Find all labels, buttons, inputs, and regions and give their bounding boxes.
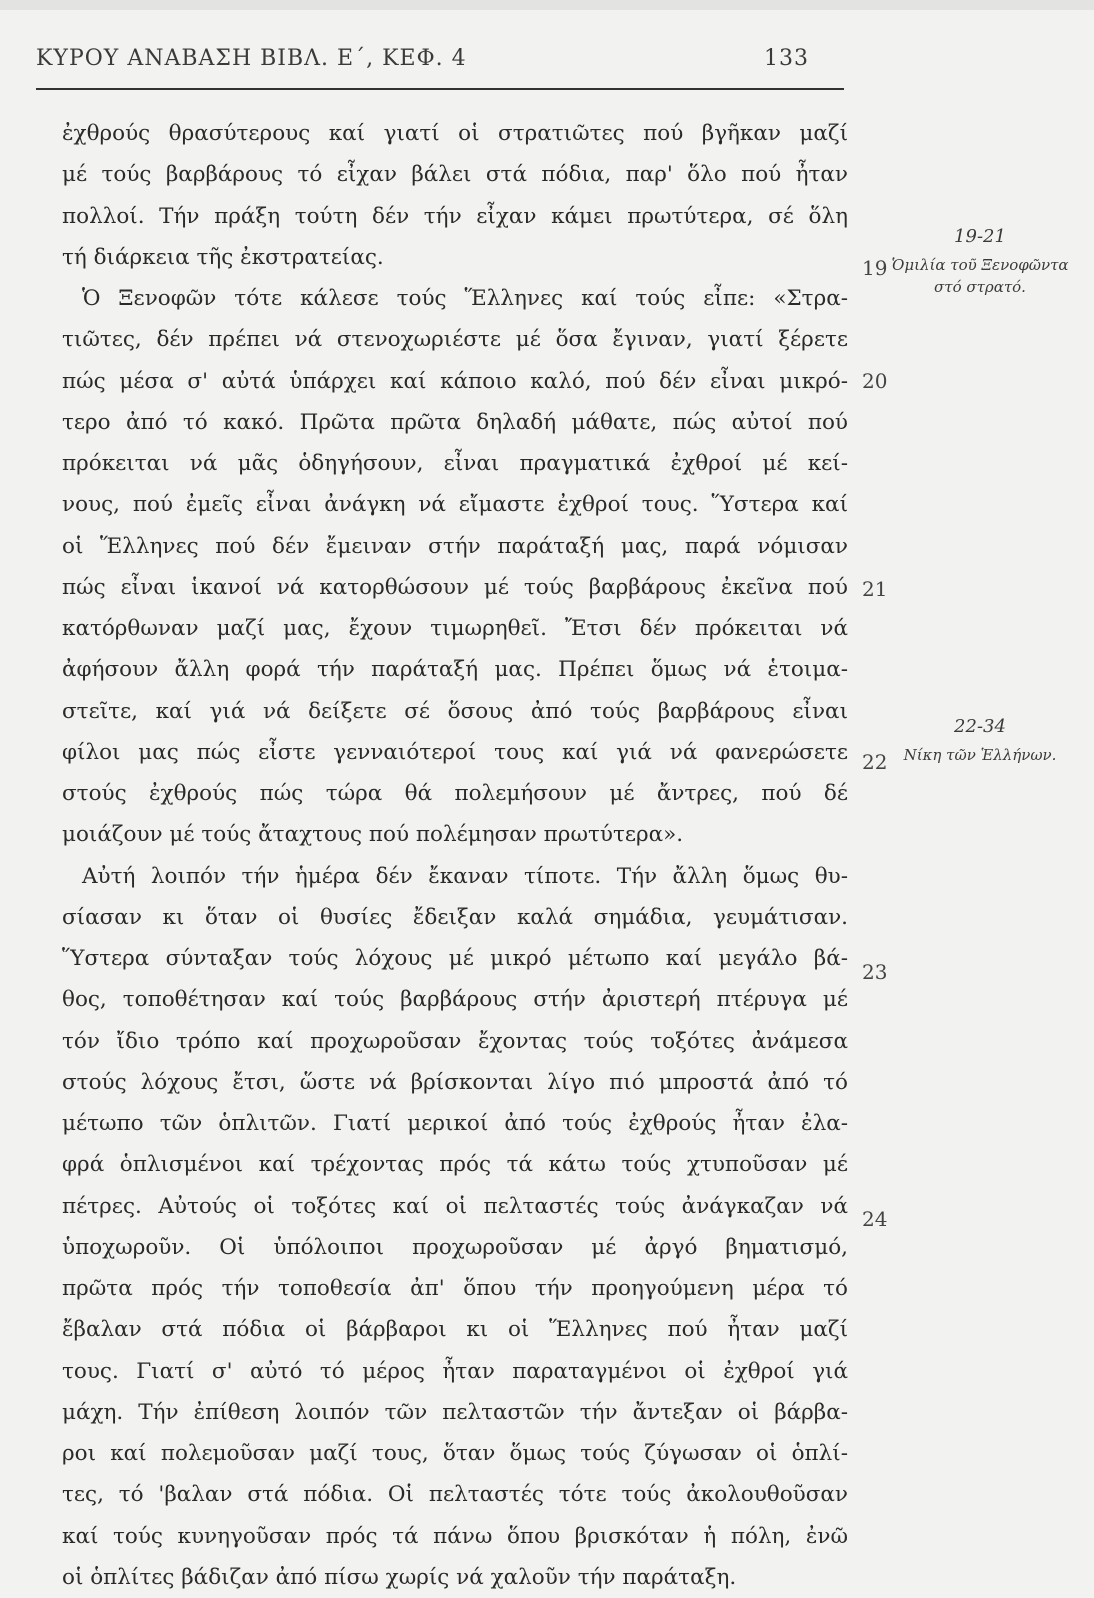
text-line: στούς λόχους ἔτσι, ὥστε νά βρίσκονται λίγο πιό μπροστά ἀπό τό <box>62 1069 848 1095</box>
text-line: φίλοι μας πώς εἶστε γενναιότεροί τους καί γιά νά φανερώσετε <box>62 739 848 765</box>
text-line: ἔβαλαν στά πόδια οἱ βάρβαροι κι οἱ Ἕλληνες πού ἦταν μαζί <box>62 1317 848 1343</box>
text-line: μοιάζουν μέ τούς ἄταχτους πού πολέμησαν πρωτύτερα». <box>62 822 684 848</box>
text-line: ἐχθρούς θρασύτερους καί γιατί οἱ στρατιῶτες πού βγῆκαν μαζί <box>62 121 848 146</box>
text-line: πρῶτα πρός τήν τοποθεσία ἀπ' ὅπου τήν προηγούμενη μέρα τό <box>62 1276 848 1301</box>
text-line: τιῶτες, δέν πρέπει νά στενοχωριέστε μέ ὅσα ἔγιναν, γιατί ξέρετε <box>62 327 848 353</box>
text-line: μέτωπο τῶν ὁπλιτῶν. Γιατί μερικοί ἀπό τούς ἐχθρούς ἦταν ἐλα- <box>62 1111 848 1136</box>
text-line: τόν ἴδιο τρόπο καί προχωροῦσαν ἔχοντας τούς τοξότες ἀνάμεσα <box>62 1028 848 1054</box>
text-line: ὑποχωροῦν. Οἱ ὑπόλοιποι προχωροῦσαν μέ ἀργό βηματισμό, <box>62 1234 848 1260</box>
verse-number: 19 <box>862 256 888 280</box>
text-line: νους, πού ἐμεῖς εἶναι ἀνάγκη νά εἴμαστε ἐχθροί τους. Ὕστερα καί <box>62 492 848 518</box>
header-rule <box>36 88 844 90</box>
text-line: σίασαν κι ὅταν οἱ θυσίες ἔδειξαν καλά σημάδια, γευμάτισαν. <box>62 904 848 930</box>
text-line: Ὕστερα σύνταξαν τούς λόχους μέ μικρό μέτωπο καί μεγάλο βά- <box>62 946 848 971</box>
text-line: πώς εἶναι ἱκανοί νά κατορθώσουν μέ τούς βαρβάρους ἐκεῖνα πού <box>62 574 848 600</box>
scan-top-edge <box>0 0 1094 10</box>
margin-note-range: 19-21 <box>954 226 1006 247</box>
text-line: τους. Γιατί σ' αὐτό τό μέρος ἦταν παραταγμένοι οἱ ἐχθροί γιά <box>62 1358 848 1384</box>
text-line: φρά ὁπλισμένοι καί τρέχοντας πρός τά κάτω τούς χτυποῦσαν μέ <box>62 1152 848 1178</box>
text-line: ἀφήσουν ἄλλη φορά τήν παράταξή μας. Πρέπει ὅμως νά ἑτοιμα- <box>62 657 848 683</box>
verse-number: 22 <box>862 750 888 774</box>
text-line: Αὐτή λοιπόν τήν ἡμέρα δέν ἔκαναν τίποτε. Τήν ἄλλη ὅμως θυ- <box>82 863 848 889</box>
text-line: πρόκειται νά μᾶς ὁδηγήσουν, εἶναι πραγματικά ἐχθροί μέ κεί- <box>62 451 848 476</box>
verse-number: 24 <box>862 1207 888 1231</box>
text-line: πολλοί. Τήν πράξη τούτη δέν τήν εἶχαν κάμει πρωτύτερα, σέ ὅλη <box>62 203 848 229</box>
body-text <box>62 113 848 1598</box>
text-line: Ὁ Ξενοφῶν τότε κάλεσε τούς Ἕλληνες καί τούς εἶπε: «Στρα- <box>82 286 848 311</box>
margin-note-range: 22-34 <box>954 716 1006 737</box>
text-line: τή διάρκεια τῆς ἐκστρατείας. <box>62 244 384 270</box>
running-head: ΚΥΡΟΥ ΑΝΑΒΑΣΗ ΒΙΒΛ. Ε΄, ΚΕΦ. 4 <box>36 46 467 71</box>
text-line: θος, τοποθέτησαν καί τούς βαρβάρους στήν ἀριστερή πτέρυγα μέ <box>62 987 848 1013</box>
verse-number: 23 <box>862 960 888 984</box>
text-line: στεῖτε, καί γιά νά δείξετε σέ ὅσους ἀπό τούς βαρβάρους εἶναι <box>62 698 848 724</box>
margin-note-text: Ὁμιλία τοῦ Ξενοφῶντα στό στρατό. <box>891 256 1069 296</box>
page-number: 133 <box>764 46 809 71</box>
margin-note <box>880 716 1080 766</box>
verse-number: 21 <box>862 577 888 601</box>
text-line: πώς μέσα σ' αὐτά ὑπάρχει καί κάποιο καλό, πού δέν εἶναι μικρό- <box>62 368 848 394</box>
text-line: στούς ἐχθρούς πώς τώρα θά πολεμήσουν μέ ἄντρες, πού δέ <box>62 781 848 806</box>
text-line: οἱ Ἕλληνες πού δέν ἔμειναν στήν παράταξή μας, παρά νόμισαν <box>62 533 848 559</box>
text-line: μέ τούς βαρβάρους τό εἶχαν βάλει στά πόδια, παρ' ὅλο πού ἦταν <box>62 162 848 188</box>
verse-number: 20 <box>862 369 888 393</box>
text-line: καί τούς κυνηγοῦσαν πρός τά πάνω ὅπου βρισκόταν ἡ πόλη, ἐνῶ <box>62 1523 848 1549</box>
text-line: πέτρες. Αὐτούς οἱ τοξότες καί οἱ πελταστές τούς ἀνάγκαζαν νά <box>62 1193 848 1219</box>
text-line: κατόρθωναν μαζί μας, ἔχουν τιμωρηθεῖ. Ἔτσι δέν πρόκειται νά <box>62 616 848 641</box>
margin-note <box>880 226 1080 298</box>
margin-note-text: Νίκη τῶν Ἑλλήνων. <box>903 746 1057 764</box>
text-line: οἱ ὁπλίτες βάδιζαν ἀπό πίσω χωρίς νά χαλοῦν τήν παράταξη. <box>62 1564 737 1590</box>
text-line: τες, τό 'βαλαν στά πόδια. Οἱ πελταστές τότε τούς ἀκολουθοῦσαν <box>62 1482 848 1508</box>
text-line: τερο ἀπό τό κακό. Πρῶτα πρῶτα δηλαδή μάθατε, πώς αὐτοί πού <box>62 409 848 435</box>
text-line: ροι καί πολεμοῦσαν μαζί τους, ὅταν ὅμως τούς ζύγωσαν οἱ ὁπλί- <box>62 1441 848 1466</box>
text-line: μάχη. Τήν ἐπίθεση λοιπόν τῶν πελταστῶν τήν ἄντεξαν οἱ βάρβα- <box>62 1399 848 1425</box>
